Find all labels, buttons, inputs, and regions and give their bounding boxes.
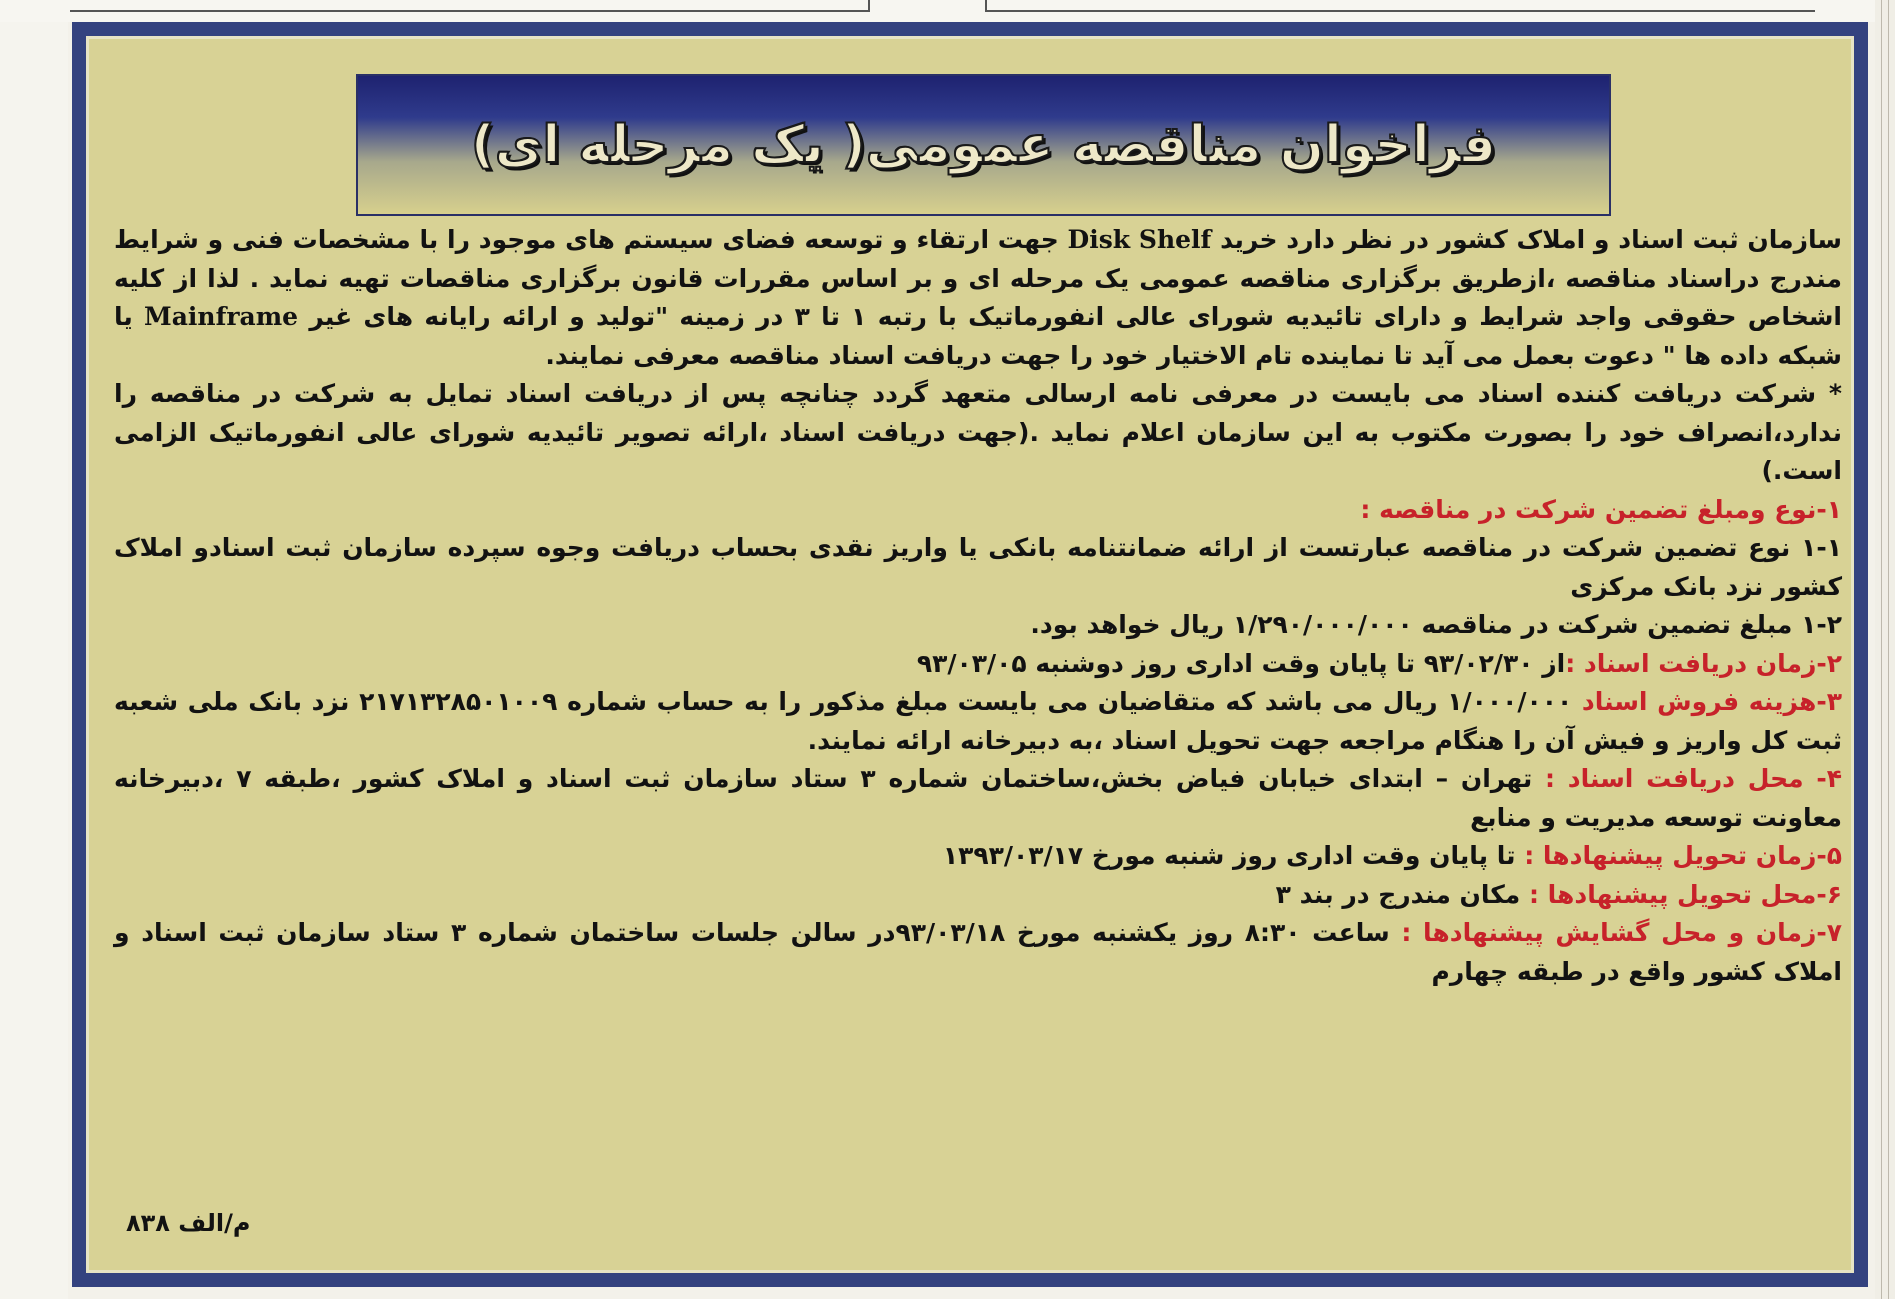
item-2-text: از ۹۳/۰۲/۳۰ تا پایان وقت اداری روز دوشنبه ۹۳/۰۳/۰۵ bbox=[916, 648, 1566, 678]
advertisement-body bbox=[114, 221, 1842, 991]
item-3-text: ۱/۰۰۰/۰۰۰ ریال می باشد که متقاضیان می بایست مبلغ مذکور را به حساب شماره ۲۱۷۱۳۲۸۵۰۱۰۰۹ نزد بانک ملی شعبه ثبت کل واریز و فیش آن را هنگام مراجعه جهت تحویل اسناد ،به دبیرخانه ارائه نمایند. bbox=[114, 687, 1842, 755]
intro-paragraph bbox=[114, 221, 1842, 375]
ad-reference-code: م/الف ۸۳۸ bbox=[126, 1209, 251, 1237]
item-2 bbox=[114, 645, 1842, 684]
item-2-label: ۲-زمان دریافت اسناد : bbox=[1565, 648, 1842, 678]
advertisement-frame bbox=[72, 22, 1868, 1287]
item-1-heading: ۱-نوع ومبلغ تضمین شرکت در مناقصه : bbox=[1360, 494, 1842, 524]
item-6 bbox=[114, 876, 1842, 915]
column-tick-left bbox=[868, 0, 870, 12]
item-7-label: ۷-زمان و محل گشایش پیشنهادها : bbox=[1401, 918, 1843, 947]
intro-text-start: سازمان ثبت اسناد و املاک کشور در نظر دارد خرید bbox=[1211, 225, 1842, 254]
product-name-mainframe: Mainframe bbox=[144, 302, 299, 331]
column-tick-right bbox=[985, 0, 987, 12]
intro-text-end: یا شبکه داده ها " دعوت بعمل می آید تا نماینده تام الاختیار خود را جهت دریافت اسناد مناقصه معرفی نمایند. bbox=[114, 302, 1842, 370]
item-4-text: تهران – ابتدای خیابان فیاض بخش،ساختمان شماره ۳ ستاد سازمان ثبت اسناد و املاک کشور ،طبقه ۷ ،دبیرخانه معاونت توسعه مدیریت و منابع bbox=[114, 764, 1842, 832]
product-name-disk-shelf: Disk Shelf bbox=[1067, 225, 1212, 254]
advertisement-title: فراخوان مناقصه عمومی( یک مرحله ای) bbox=[470, 115, 1497, 175]
intro-text-middle: جهت ارتقاء و توسعه فضای سیستم های موجود را با مشخصات فنی و شرایط مندرج دراسناد مناقصه ،ازطریق برگزاری مناقصه عمومی یک مرحله ای و بر اساس مقررات قانون برگزاری مناقصات تهیه نماید . لذا از کلیه اشخاص حقوقی واجد شرایط و دارای تائیدیه شورای عالی انفورماتیک با رتبه ۱ تا ۳ در زمینه "تولید و ارائه رایانه های غیر bbox=[114, 225, 1842, 331]
page-margin-right bbox=[1875, 0, 1895, 1299]
item-3-label: ۳-هزینه فروش اسناد bbox=[1581, 687, 1842, 716]
item-5 bbox=[114, 837, 1842, 876]
newspaper-top-rule bbox=[0, 0, 1895, 22]
item-7 bbox=[114, 914, 1842, 991]
item-1-2: ۱-۲ مبلغ تضمین شرکت در مناقصه ۱/۲۹۰/۰۰۰/۰۰۰ ریال خواهد بود. bbox=[1030, 610, 1842, 639]
notice-paragraph: * شرکت دریافت کننده اسناد می بایست در معرفی نامه ارسالی متعهد گردد چنانچه پس از دریافت اسناد تمایل به شرکت در مناقصه را ندارد،انصراف خود را بصورت مکتوب به این سازمان اعلام نماید .(جهت دریافت اسناد ،ارائه تصویر تائیدیه شورای عالی انفورماتیک الزامی است.) bbox=[114, 379, 1842, 485]
column-rule-right bbox=[985, 10, 1815, 12]
item-5-label: ۵-زمان تحویل پیشنهادها : bbox=[1524, 841, 1842, 870]
item-5-text: تا پایان وقت اداری روز شنبه مورخ ۱۳۹۳/۰۳/۱۷ bbox=[942, 841, 1525, 870]
item-6-text: مکان مندرج در بند ۳ bbox=[1275, 879, 1529, 909]
page-margin-left bbox=[0, 0, 68, 1299]
item-4-label: ۴- محل دریافت اسناد : bbox=[1545, 764, 1843, 793]
title-banner bbox=[356, 74, 1611, 216]
item-7-text: ساعت ۸:۳۰ روز یکشنبه مورخ ۹۳/۰۳/۱۸در سالن جلسات ساختمان شماره ۳ ستاد سازمان ثبت اسناد و املاک کشور واقع در طبقه چهارم bbox=[114, 918, 1842, 986]
item-6-label: ۶-محل تحویل پیشنهادها : bbox=[1528, 879, 1842, 909]
item-3 bbox=[114, 683, 1842, 760]
item-1-1: ۱-۱ نوع تضمین شرکت در مناقصه عبارتست از ارائه ضمانتنامه بانکی یا واریز نقدی بحساب دریافت وجوه سپرده سازمان ثبت اسنادو املاک کشور نزد بانک مرکزی bbox=[114, 533, 1842, 601]
column-rule-left bbox=[70, 10, 870, 12]
item-4 bbox=[114, 760, 1842, 837]
